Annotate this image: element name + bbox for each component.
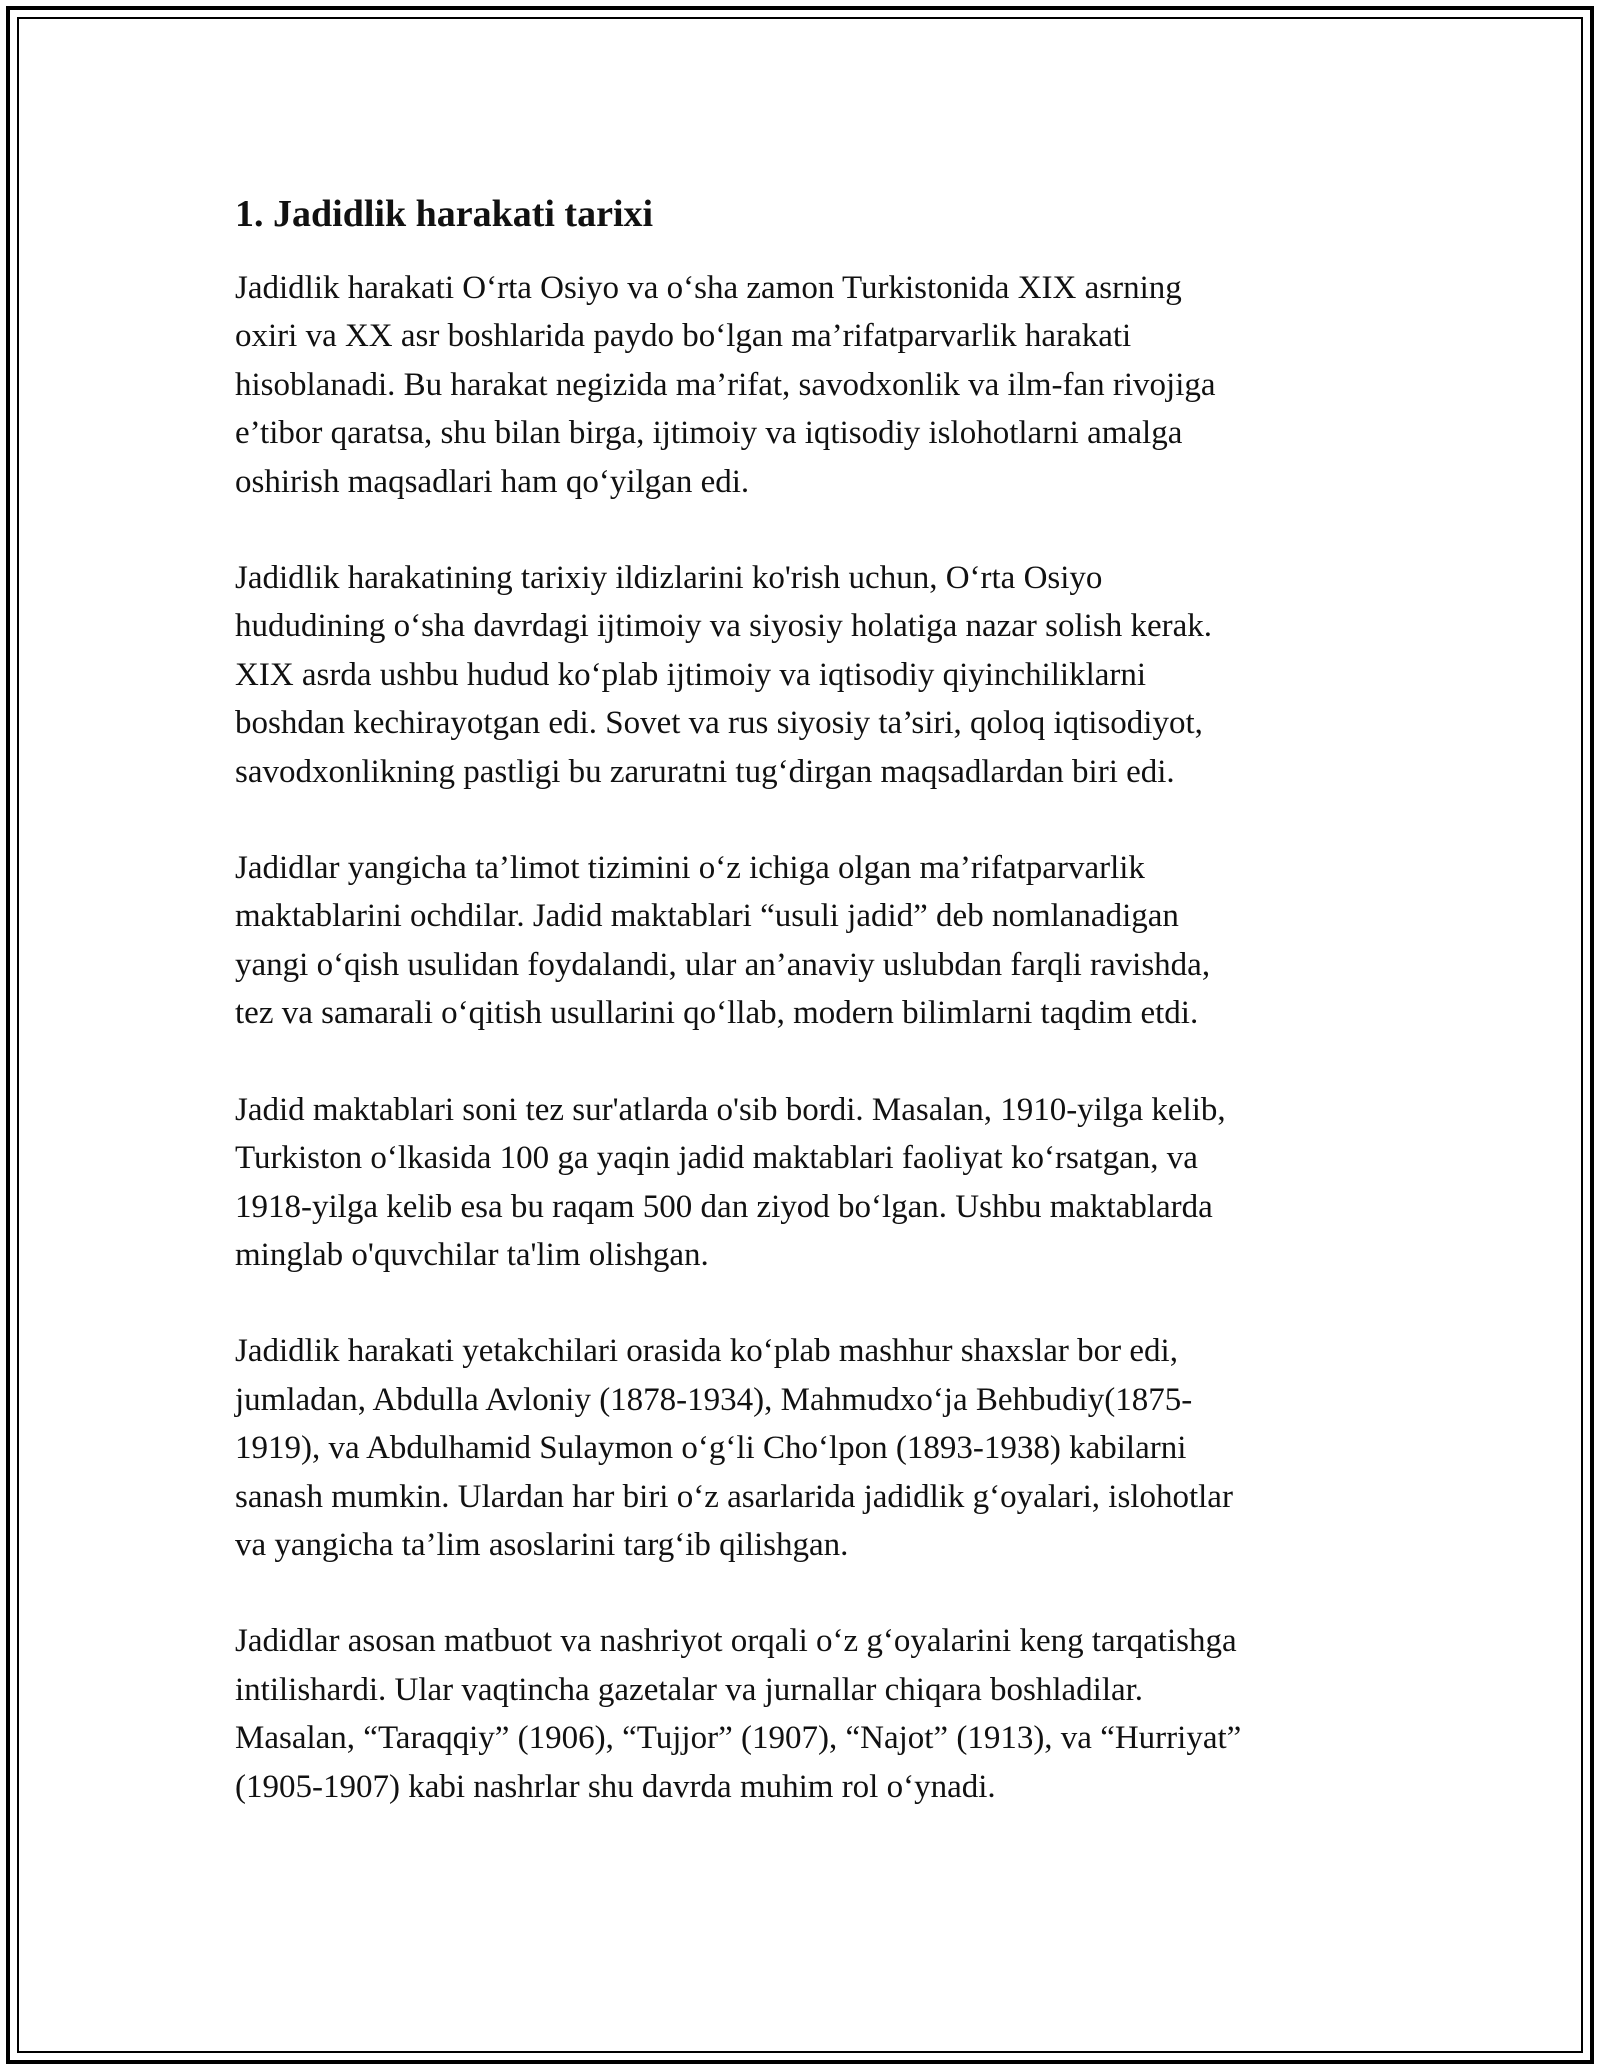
paragraph-line: Jadidlik harakatining tarixiy ildizlarini ko'rish uchun, O‘rta Osiyo <box>235 560 1103 597</box>
paragraph-line: XIX asrda ushbu hudud ko‘plab ijtimoiy va iqtisodiy qiyinchiliklarni <box>235 656 1147 693</box>
paragraph-4 <box>235 1086 1370 1280</box>
paragraph-line: 1919), va Abdulhamid Sulaymon o‘g‘li Cho‘lpon (1893-1938) kabilarni <box>235 1430 1187 1467</box>
paragraph-line: Jadidlar yangicha ta’limot tizimini o‘z ichiga olgan ma’rifatparvarlik <box>235 850 1145 887</box>
paragraph-line: va yangicha ta’lim asoslarini targ‘ib qilishgan. <box>235 1526 849 1563</box>
paragraph-3 <box>235 844 1370 1038</box>
paragraph-2 <box>235 554 1370 796</box>
paragraph-line: tez va samarali o‘qitish usullarini qo‘llab, modern bilimlarni taqdim etdi. <box>235 995 1199 1032</box>
paragraph-line: Masalan, “Taraqqiy” (1906), “Tujjor” (1907), “Najot” (1913), va “Hurriyat” <box>235 1720 1242 1757</box>
paragraph-line: intilishardi. Ular vaqtincha gazetalar va jurnallar chiqara boshladilar. <box>235 1671 1144 1708</box>
paragraph-line: 1918-yilga kelib esa bu raqam 500 dan ziyod bo‘lgan. Ushbu maktablarda <box>235 1188 1213 1225</box>
paragraph-line: jumladan, Abdulla Avloniy (1878-1934), Mahmudxo‘ja Behbudiy(1875- <box>235 1381 1193 1418</box>
paragraph-line: hududining o‘sha davrdagi ijtimoiy va siyosiy holatiga nazar solish kerak. <box>235 608 1212 645</box>
section-heading: 1. Jadidlik harakati tarixi <box>235 193 654 235</box>
paragraph-line: oxiri va XX asr boshlarida paydo bo‘lgan ma’rifatparvarlik harakati <box>235 318 1132 355</box>
paragraph-line: Jadidlar asosan matbuot va nashriyot orqali o‘z g‘oyalarini keng tarqatishga <box>235 1623 1237 1660</box>
paragraph-line: savodxonlikning pastligi bu zaruratni tug‘dirgan maqsadlardan biri edi. <box>235 753 1175 790</box>
paragraph-line: minglab o'quvchilar ta'lim olishgan. <box>235 1236 709 1273</box>
paragraph-line: Turkiston o‘lkasida 100 ga yaqin jadid maktablari faoliyat ko‘rsatgan, va <box>235 1140 1198 1177</box>
paragraph-line: hisoblanadi. Bu harakat negizida ma’rifat, savodxonlik va ilm-fan rivojiga <box>235 366 1216 403</box>
paragraph-line: oshirish maqsadlari ham qo‘yilgan edi. <box>235 463 750 500</box>
paragraph-line: sanash mumkin. Ulardan har biri o‘z asarlarida jadidlik g‘oyalari, islohotlar <box>235 1478 1233 1515</box>
paragraph-6 <box>235 1617 1370 1811</box>
paragraph-line: Jadidlik harakati yetakchilari orasida ko‘plab mashhur shaxslar bor edi, <box>235 1333 1178 1370</box>
paragraph-line: e’tibor qaratsa, shu bilan birga, ijtimoiy va iqtisodiy islohotlarni amalga <box>235 415 1183 452</box>
paragraph-line: boshdan kechirayotgan edi. Sovet va rus siyosiy ta’siri, qoloq iqtisodiyot, <box>235 705 1203 742</box>
paragraph-line: (1905-1907) kabi nashrlar shu davrda muhim rol o‘ynadi. <box>235 1768 996 1805</box>
paragraph-1 <box>235 264 1370 506</box>
paragraph-5 <box>235 1327 1370 1569</box>
paragraph-line: yangi o‘qish usulidan foydalandi, ular an’anaviy uslubdan farqli ravishda, <box>235 946 1211 983</box>
paragraph-line: Jadidlik harakati O‘rta Osiyo va o‘sha zamon Turkistonida XIX asrning <box>235 270 1182 306</box>
document-content <box>235 190 1370 1859</box>
paragraph-line: maktablarini ochdilar. Jadid maktablari “usuli jadid” deb nomlanadigan <box>235 898 1179 935</box>
paragraph-line: Jadid maktablari soni tez sur'atlarda o'sib bordi. Masalan, 1910-yilga kelib, <box>235 1091 1226 1128</box>
